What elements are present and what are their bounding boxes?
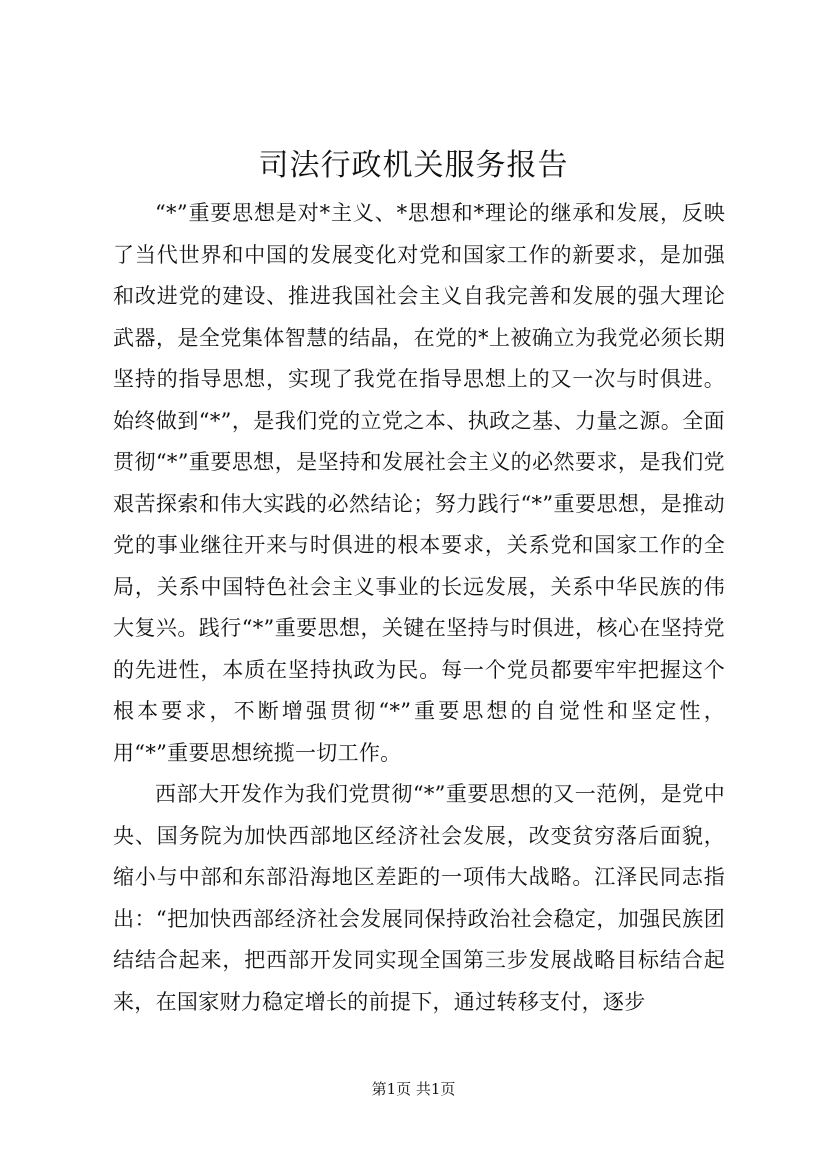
paragraph-2: 西部大开发作为我们党贯彻“*”重要思想的又一范例，是党中央、国务院为加快西部地区经济社会发展，改变贫穷落后面貌，缩小与中部和东部沿海地区差距的一项伟大战略。江泽民同志指出：“把加快西部经济社会发展同保持政治社会稳定，加强民族团结结合起来，把西部开发同实现全国第三步发展战略目标结合起来，在国家财力稳定增长的前提下，通过转移支付，逐步: [113, 782, 725, 1014]
document-title: 司法行政机关服务报告: [258, 148, 569, 183]
paragraph-1: “*”重要思想是对*主义、*思想和*理论的继承和发展，反映了当代世界和中国的发展变化对党和国家工作的新要求，是加强和改进党的建设、推进我国社会主义自我完善和发展的强大理论武器，是全党集体智慧的结晶，在党的*上被确立为我党必须长期坚持的指导思想，实现了我党在指导思想上的又一次与时俱进。始终做到“*”，是我们党的立党之本、执政之基、力量之源。全面贯彻“*”重要思想，是坚持和发展社会主义的必然要求，是我们党艰苦探索和伟大实践的必然结论；努力践行“*”重要思想，是推动党的事业继往开来与时俱进的根本要求，关系党和国家工作的全局，关系中国特色社会主义事业的长远发展，关系中华民族的伟大复兴。践行“*”重要思想，关键在坚持与时俱进，核心在坚持党的先进性，本质在坚持执政为民。每一个党员都要牢牢把握这个根本要求，不断增强贯彻“*”重要思想的自觉性和坚定性，用“*”重要思想统揽一切工作。: [113, 201, 725, 765]
page-number-footer: 第1页 共1页: [371, 1080, 456, 1098]
document-body: [113, 193, 725, 1023]
